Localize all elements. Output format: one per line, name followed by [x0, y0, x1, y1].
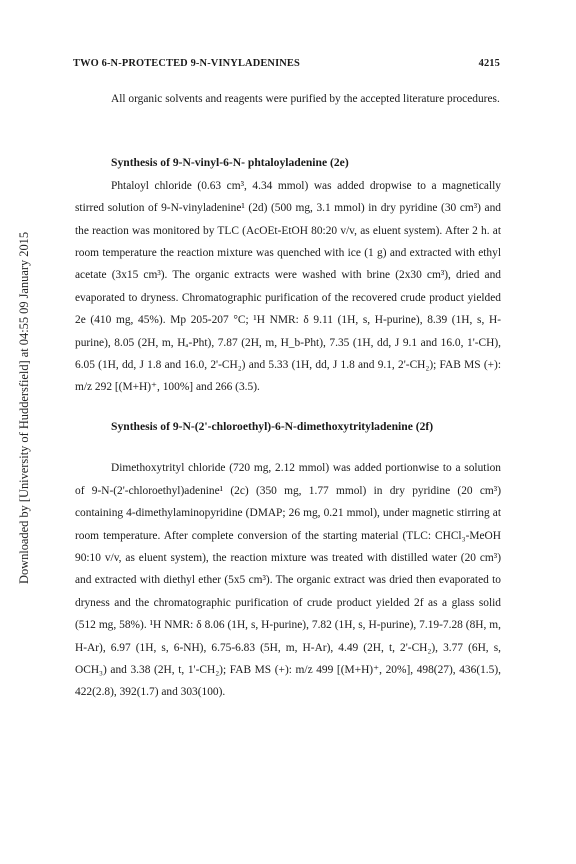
section-body-2f: Dimethoxytrityl chloride (720 mg, 2.12 mmol) was added portionwise to a solution of 9-N-(2'-chloroethyl)adenine¹ (2c) (350 mg, 1.77 mmol) in dry pyridine (20 cm³) containing 4-dimethylaminopyridine (DMAP; 26 mg, 0.21 mmol), under magnetic stirring at room temperature. After complete conversion of the starting material (TLC: CHCl₃-MeOH 90:10 v/v, as eluent system), the reaction mixture was treated with distilled water (20 cm³) and extracted with diethyl ether (5x5 cm³). The organic extract was dried then evaporated to dryness and the chromatographic purification of crude product yielded 2f as a glass solid (512 mg, 58%). ¹H NMR: δ 8.06 (1H, s, H-purine), 7.82 (1H, s, H-purine), 7.19-7.28 (8H, m, H-Ar), 6.97 (1H, s, 6-NH), 6.75-6.83 (5H, m, H-Ar), 4.49 (2H, t, 2'-CH₂), 3.77 (6H, s, OCH₃) and 3.38 (2H, t, 1'-CH₂); FAB MS (+): m/z 499 [(M+H)⁺, 20%], 498(27), 436(1.5), 422(2.8), 392(1.7) and 303(100).: [75, 462, 501, 699]
running-title: TWO 6-N-PROTECTED 9-N-VINYLADENINES: [73, 58, 300, 69]
page-body: [75, 88, 501, 704]
section-body-2e: Phtaloyl chloride (0.63 cm³, 4.34 mmol) was added dropwise to a magnetically stirred solution of 9-N-vinyladenine¹ (2d) (500 mg, 3.1 mmol) in dry pyridine (30 cm³) and the reaction was monitored by TLC (AcOEt-EtOH 80:20 v/v, as eluent system). After 2 h. at room temperature the reaction mixture was quenched with ice (1 g) and extracted with ethyl acetate (3x15 cm³). The organic extracts were washed with brine (2x30 cm³), dried and evaporated to dryness. Chromatographic purification of the recovered crude product yielded 2e (410 mg, 45%). Mp 205-207 °C; ¹H NMR: δ 9.11 (1H, s, H-purine), 8.39 (1H, s, H-purine), 8.05 (2H, m, Hₐ-Pht), 7.87 (2H, m, H_b-Pht), 7.35 (1H, dd, J 9.1 and 16.0, 1'-CH), 6.05 (1H, dd, J 1.8 and 16.0, 2'-CH₂) and 5.33 (1H, dd, J 1.8 and 9.1, 2'-CH₂); FAB MS (+): m/z 292 [(M+H)⁺, 100%] and 266 (3.5).: [75, 179, 501, 394]
section-heading-2e: Synthesis of 9-N-vinyl-6-N- phtaloyladenine (2e): [111, 156, 349, 170]
section-spacer: [75, 399, 501, 416]
heading-spacer: [75, 438, 501, 457]
running-header: [73, 58, 503, 74]
page-number: 4215: [478, 58, 500, 69]
download-watermark: Downloaded by [University of Huddersfield] at 04:55 09 January 2015: [17, 231, 31, 584]
intro-paragraph: All organic solvents and reagents were purified by the accepted literature procedures.: [111, 93, 500, 105]
section-heading-2f: Synthesis of 9-N-(2'-chloroethyl)-6-N-dimethoxytrityladenine (2f): [111, 419, 434, 433]
section-spacer: [75, 110, 501, 152]
